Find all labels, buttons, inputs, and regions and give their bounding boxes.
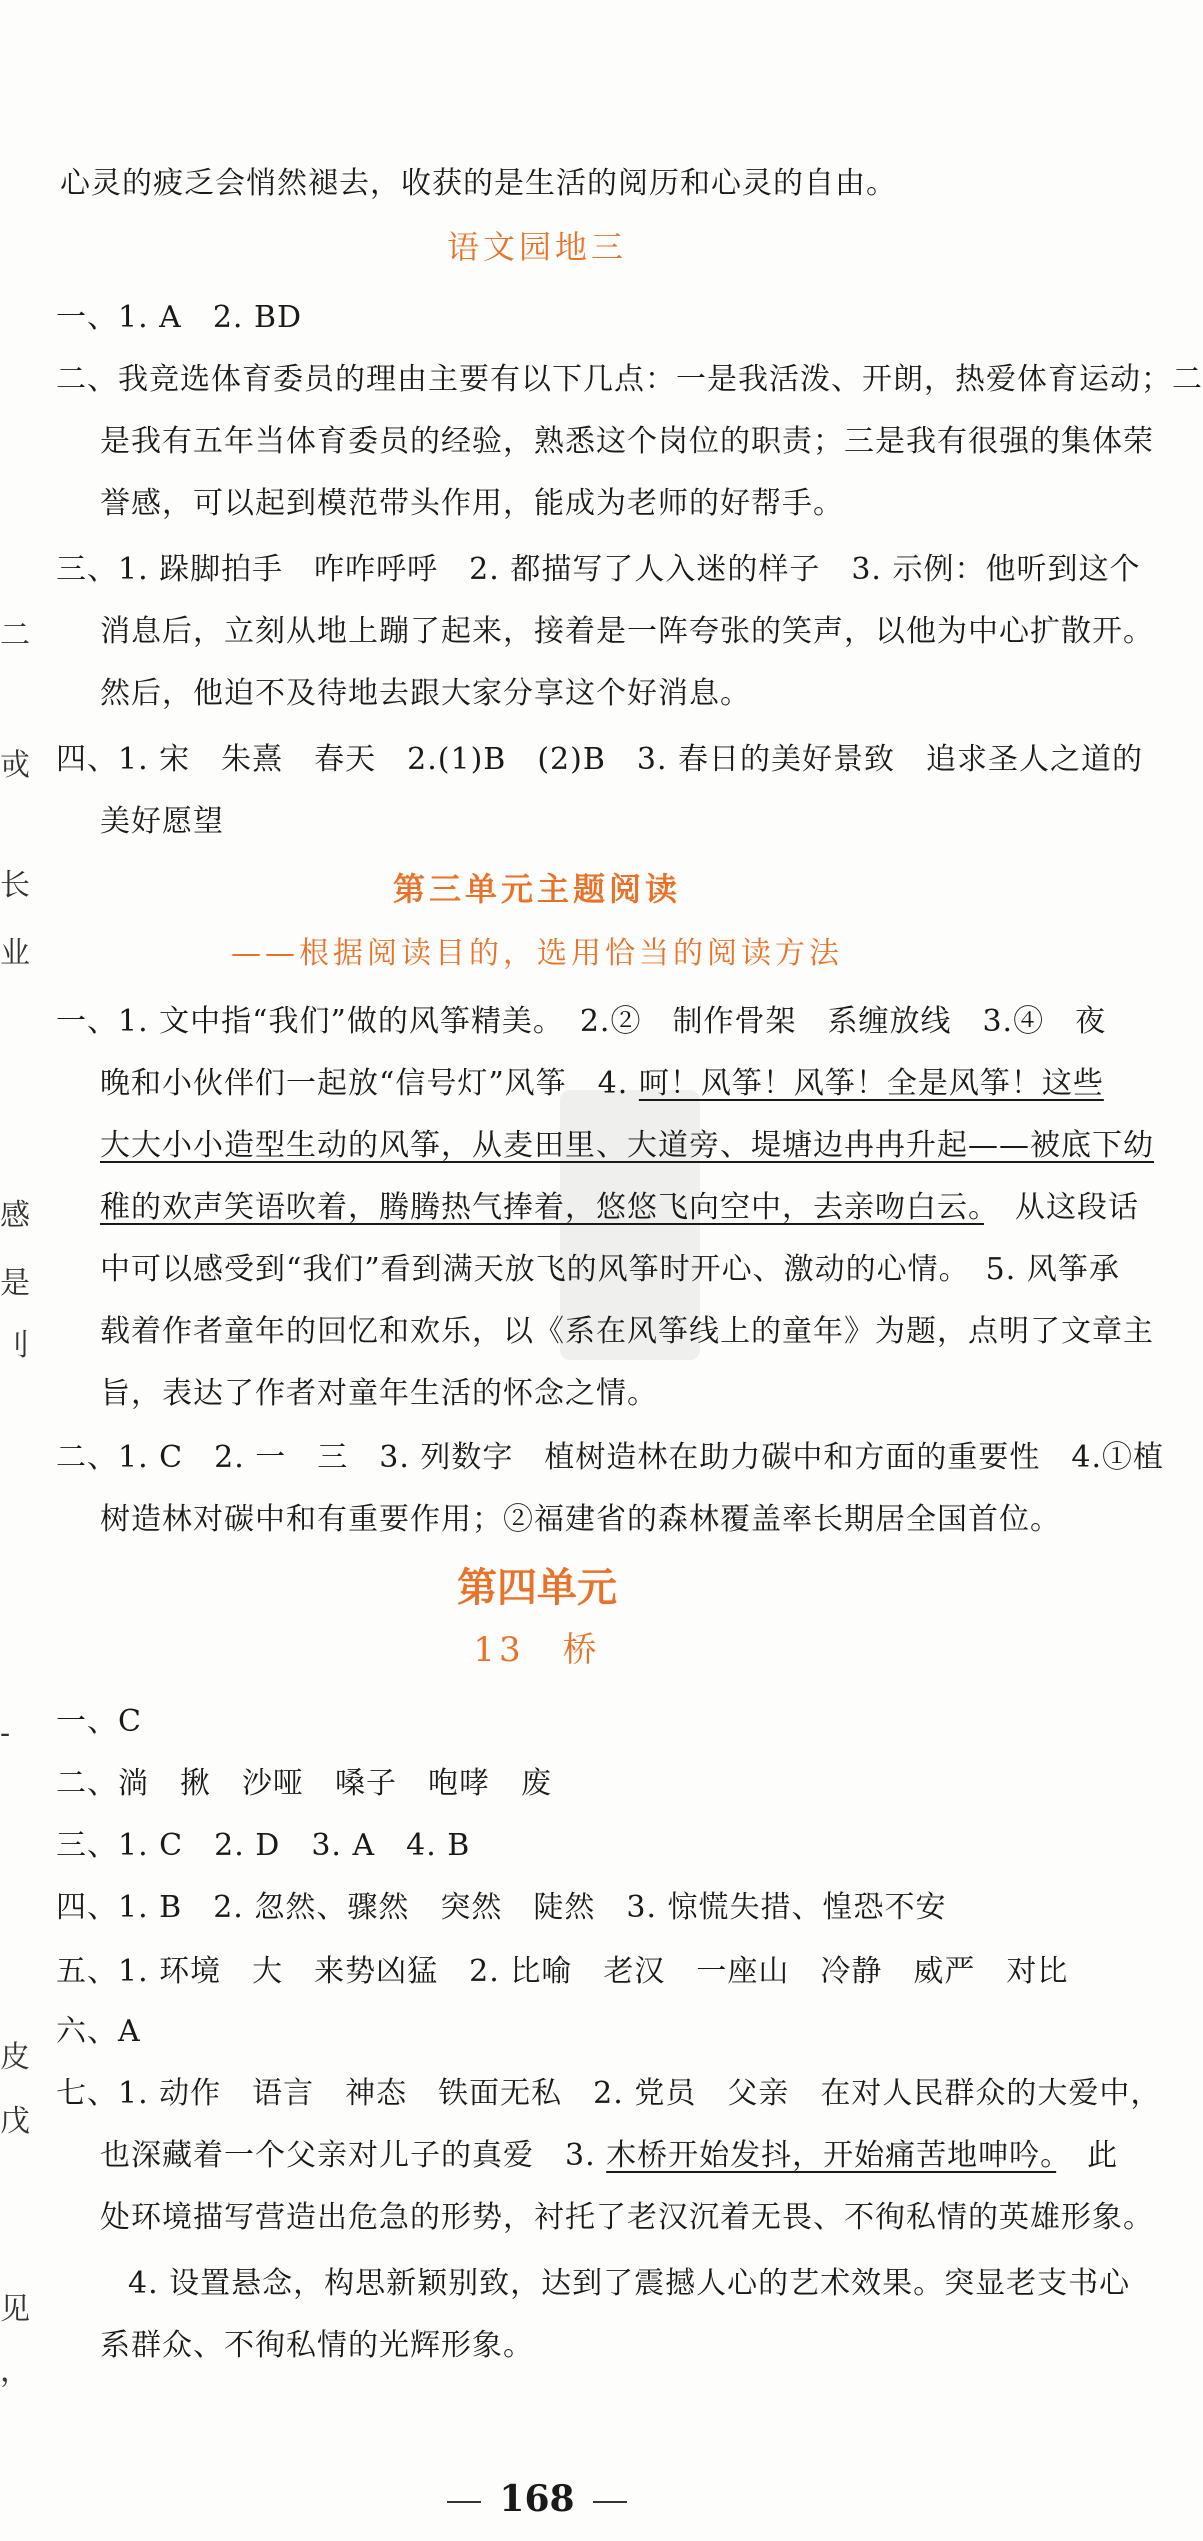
text-segment: 也深藏着一个父亲对儿子的真爱 3. <box>100 2138 607 2173</box>
text-line: 三、1. 跺脚拍手 咋咋呼呼 2. 都描写了人入迷的样子 3. 示例：他听到这个 <box>56 552 1141 587</box>
section-title: 语文园地三 <box>446 228 627 266</box>
margin-fragment: 刂 <box>0 1328 30 1363</box>
underlined-text: 木桥开始发抖，开始痛苦地呻吟。 <box>606 2138 1057 2173</box>
text-segment: 此 <box>1056 2138 1119 2173</box>
margin-fragment: 二 <box>0 618 30 653</box>
text-line: 4. 设置悬念，构思新颖别致，达到了震撼人心的艺术效果。突显老支书心 <box>128 2266 1131 2301</box>
text-line: 然后，他迫不及待地去跟大家分享这个好消息。 <box>100 676 751 711</box>
page-number-value: 168 <box>499 2478 575 2520</box>
margin-fragment: 戓 <box>0 748 30 783</box>
text-line <box>100 2134 1118 2178</box>
text-line: 旨，表达了作者对童年生活的怀念之情。 <box>100 1376 658 1411</box>
margin-fragment: 皮 <box>0 2040 30 2075</box>
margin-fragment: 戊 <box>0 2104 30 2139</box>
text-line: 二、1. C 2. 一 三 3. 列数字 植树造林在助力碳中和方面的重要性 4.①植 <box>56 1440 1165 1475</box>
margin-fragment: 是 <box>0 1266 30 1301</box>
page-number-dash <box>593 2501 627 2503</box>
page-number-dash <box>447 2501 481 2503</box>
text-line: 心灵的疲乏会悄然褪去，收获的是生活的阅历和心灵的自由。 <box>60 166 897 201</box>
text-line: 四、1. 宋 朱熹 春天 2.(1)B (2)B 3. 春日的美好景致 追求圣人之道的 <box>56 742 1144 777</box>
unit-title: 第四单元 <box>457 1565 617 1611</box>
text-line: 一、1. A 2. BD <box>56 300 303 335</box>
margin-fragment: - <box>0 1716 11 1751</box>
text-line: 载着作者童年的回忆和欢乐，以《系在风筝线上的童年》为题，点明了文章主 <box>100 1314 1154 1349</box>
margin-fragment: ， <box>0 2354 30 2389</box>
text-line: 是我有五年当体育委员的经验，熟悉这个岗位的职责；三是我有很强的集体荣 <box>100 424 1154 459</box>
text-line <box>100 1186 1139 1230</box>
margin-fragment: 长 <box>0 868 30 903</box>
lesson-title: 13 桥 <box>473 1630 601 1670</box>
text-line: 中可以感受到“我们”看到满天放飞的风筝时开心、激动的心情。 5. 风筝承 <box>100 1252 1120 1287</box>
section-title: 第三单元主题阅读 <box>392 870 681 908</box>
text-line: 消息后，立刻从地上蹦了起来，接着是一阵夸张的笑声，以他为中心扩散开。 <box>100 614 1154 649</box>
text-line: 一、1. 文中指“我们”做的风筝精美。 2.② 制作骨架 系缠放线 3.④ 夜 <box>56 1004 1107 1039</box>
text-line: 誉感，可以起到模范带头作用，能成为老师的好帮手。 <box>100 486 844 521</box>
text-segment: 晚和小伙伴们一起放“信号灯”风筝 4. <box>100 1066 639 1101</box>
text-line: 五、1. 环境 大 来势凶猛 2. 比喻 老汉 一座山 冷静 威严 对比 <box>56 1954 1069 1989</box>
text-line: 系群众、不徇私情的光辉形象。 <box>100 2328 534 2363</box>
margin-fragment: 见 <box>0 2292 30 2327</box>
text-segment: 从这段话 <box>984 1190 1139 1225</box>
text-line: 三、1. C 2. D 3. A 4. B <box>56 1828 471 1863</box>
text-line: 六、A <box>56 2014 141 2049</box>
text-line <box>100 1062 1104 1106</box>
text-line: 处环境描写营造出危急的形势，衬托了老汉沉着无畏、不徇私情的英雄形象。 <box>100 2200 1154 2235</box>
text-line: 一、C <box>56 1704 142 1739</box>
underlined-text: 稚的欢声笑语吹着，腾腾热气捧着，悠悠飞向空中，去亲吻白云。 <box>100 1190 984 1225</box>
section-subtitle: ——根据阅读目的，选用恰当的阅读方法 <box>231 936 843 971</box>
text-line: 七、1. 动作 语言 神态 铁面无私 2. 党员 父亲 在对人民群众的大爱中， <box>56 2076 1162 2111</box>
underlined-text-line: 大大小小造型生动的风筝，从麦田里、大道旁、堤塘边冉冉升起——被底下幼 <box>100 1128 1154 1163</box>
text-line: 美好愿望 <box>100 804 224 839</box>
margin-fragment: 感 <box>0 1198 30 1233</box>
text-line: 二、我竞选体育委员的理由主要有以下几点：一是我活泼、开朗，热爱体育运动；二 <box>56 362 1203 397</box>
margin-fragment: 业 <box>0 936 30 971</box>
text-line: 二、淌 揪 沙哑 嗓子 咆哮 废 <box>56 1766 552 1801</box>
text-line: 四、1. B 2. 忽然、骤然 突然 陡然 3. 惊慌失措、惶恐不安 <box>56 1890 947 1925</box>
underlined-text: 呵！风筝！风筝！全是风筝！这些 <box>638 1066 1104 1101</box>
text-line: 树造林对碳中和有重要作用；②福建省的森林覆盖率长期居全国首位。 <box>100 1502 1061 1537</box>
page-number <box>0 2478 1074 2520</box>
